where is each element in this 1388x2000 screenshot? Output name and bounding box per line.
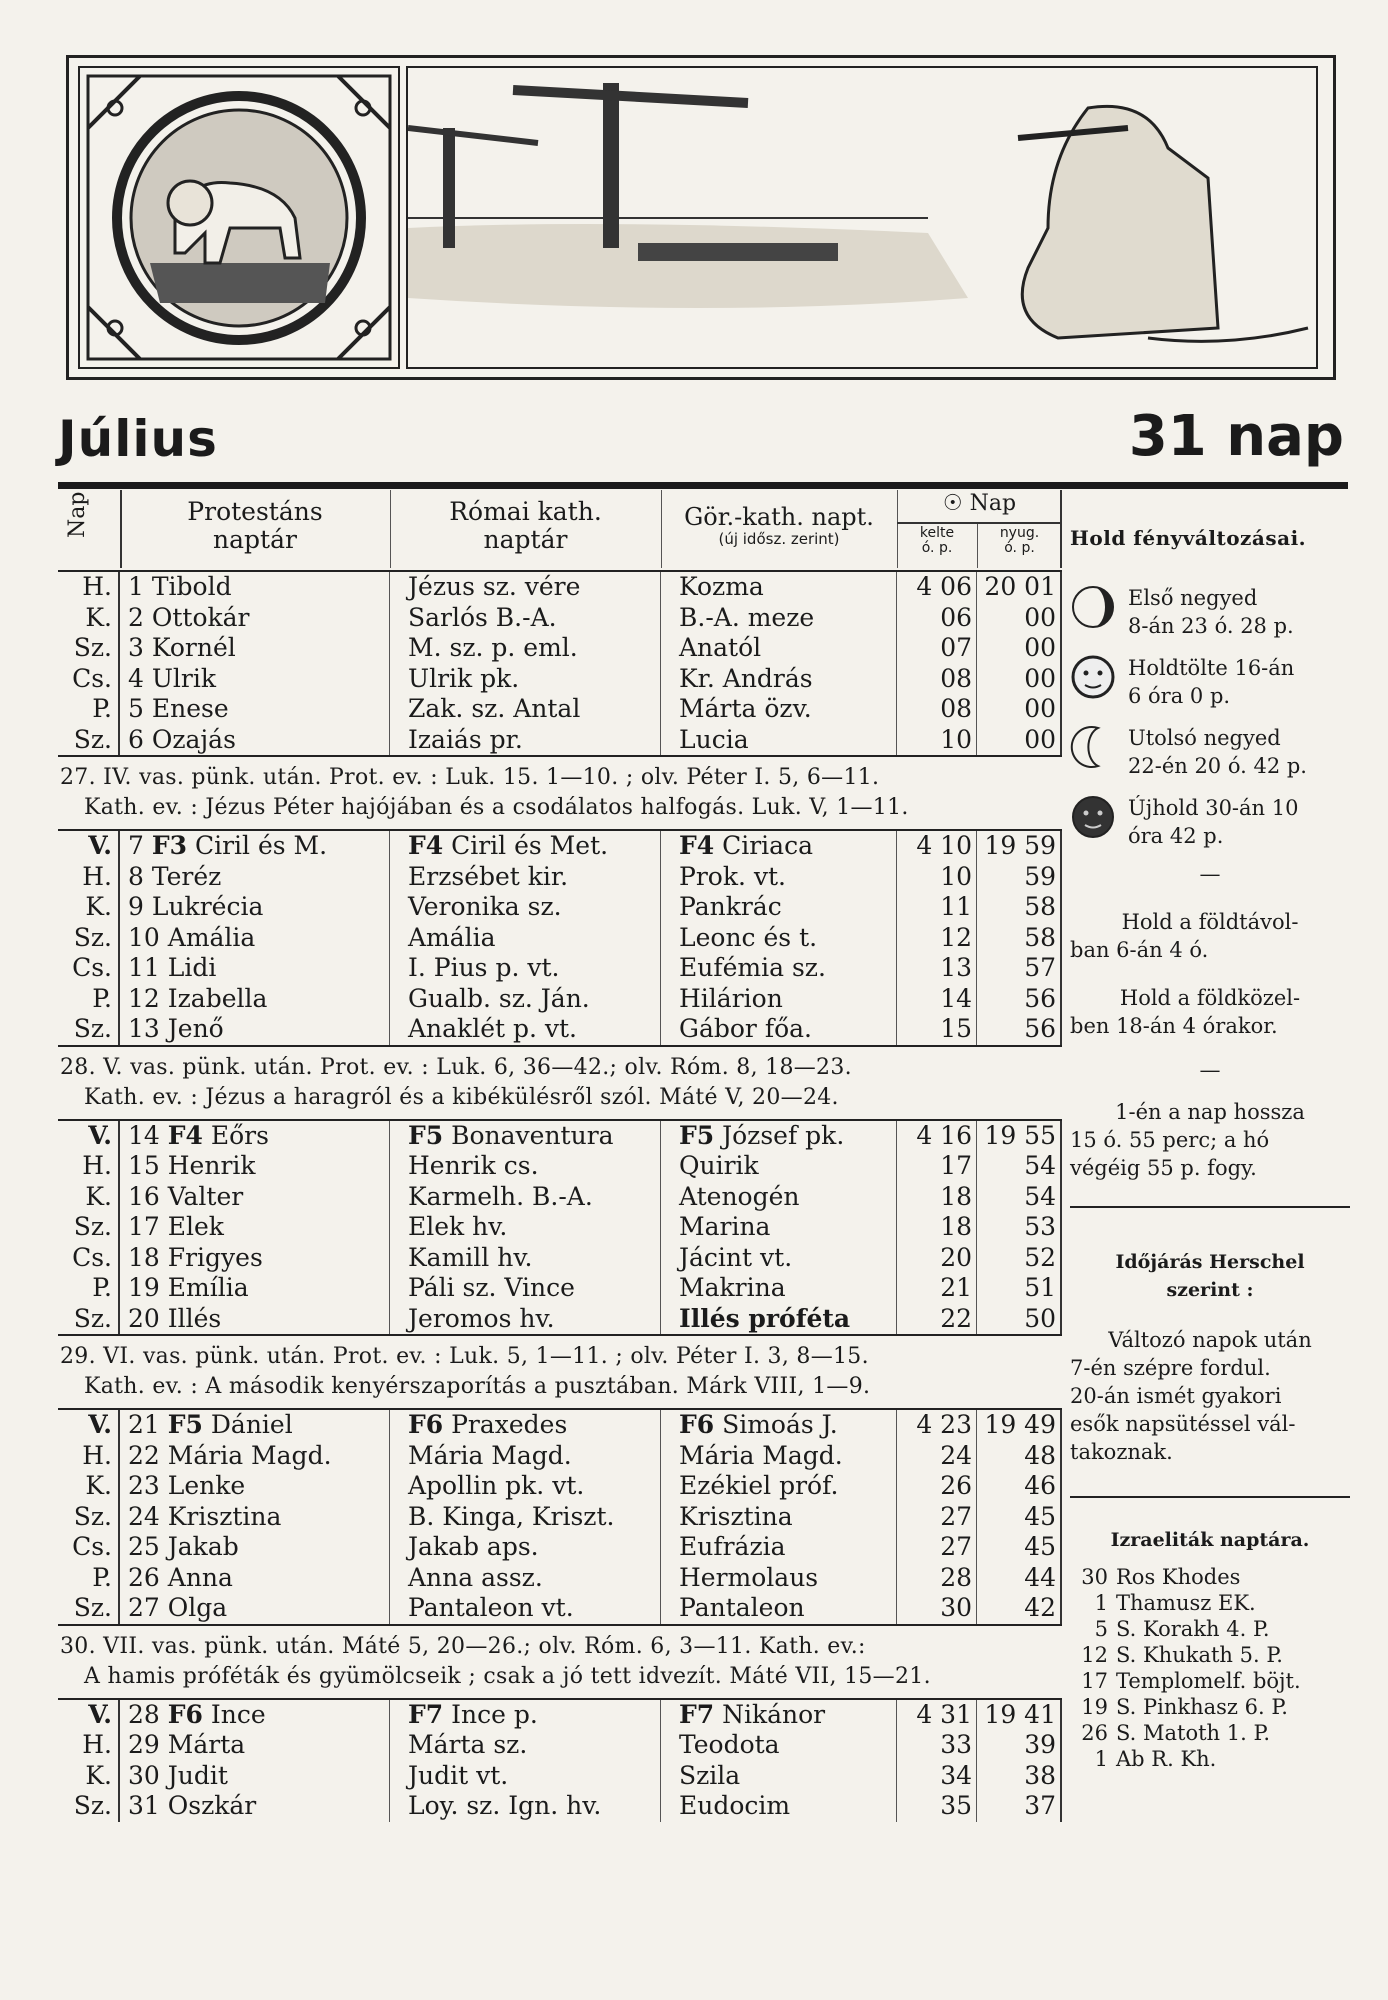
roman-catholic-name: Henrik cs. xyxy=(390,1151,661,1182)
sunset-time: 00 xyxy=(977,664,1062,695)
day-of-week: Sz. xyxy=(58,923,120,954)
note-line: A hamis próféták és gyümölcseik ; csak a jó tett idvezít. Máté VII, 15—21. xyxy=(84,1663,931,1689)
roman-catholic-name: F5 Bonaventura xyxy=(390,1121,661,1152)
sunset-time: 20 01 xyxy=(977,572,1062,603)
puszta-scene xyxy=(406,66,1318,369)
sunset-time: 58 xyxy=(977,923,1062,954)
greek-catholic-name: F7 Nikánor xyxy=(661,1700,897,1731)
table-header xyxy=(58,490,1062,572)
greek-catholic-name: Mária Magd. xyxy=(661,1441,897,1472)
jewish-day: 1 xyxy=(1094,1747,1108,1771)
separator-dash-2: — xyxy=(1199,1058,1221,1082)
sunrise-time: 11 xyxy=(897,892,977,923)
roman-catholic-name: Jeromos hv. xyxy=(390,1304,661,1335)
calendar-table xyxy=(58,490,1062,1822)
day-of-week: Cs. xyxy=(58,1243,120,1274)
protestant-header: Protestáns naptár xyxy=(187,497,323,554)
greek-catholic-name: Anatól xyxy=(661,633,897,664)
sunset-time: 45 xyxy=(977,1532,1062,1563)
table-row xyxy=(58,1121,1062,1152)
sunrise-time: 34 xyxy=(897,1761,977,1792)
protestant-name: 30 Judit xyxy=(120,1761,390,1792)
jewish-event: Templomelf. böjt. xyxy=(1116,1669,1301,1693)
roman-catholic-name: Jézus sz. vére xyxy=(390,572,661,603)
greek-catholic-name: Prok. vt. xyxy=(661,862,897,893)
jewish-day: 12 xyxy=(1081,1643,1108,1667)
sunset-time: 48 xyxy=(977,1441,1062,1472)
day-of-week: Sz. xyxy=(58,1593,120,1624)
sun-header: ☉ Nap xyxy=(942,491,1017,516)
table-row xyxy=(58,984,1062,1015)
day-of-week: K. xyxy=(58,603,120,634)
protestant-name: 24 Krisztina xyxy=(120,1502,390,1533)
sunset-time: 57 xyxy=(977,953,1062,984)
table-row xyxy=(58,603,1062,634)
protestant-name: 27 Olga xyxy=(120,1593,390,1624)
sunrise-time: 08 xyxy=(897,664,977,695)
sunset-time: 19 41 xyxy=(977,1700,1062,1731)
day-of-week: Cs. xyxy=(58,1532,120,1563)
note-line: Kath. ev. : Jézus a haragról és a kibékülésről szól. Máté V, 20—24. xyxy=(84,1084,839,1110)
week-block xyxy=(58,1698,1062,1822)
sunday-gospel-note xyxy=(58,1624,1062,1698)
table-row xyxy=(58,1532,1062,1563)
table-row xyxy=(58,862,1062,893)
protestant-name: 2 Ottokár xyxy=(120,603,390,634)
jewish-day: 19 xyxy=(1081,1695,1108,1719)
day-of-week: P. xyxy=(58,984,120,1015)
sunrise-time: 21 xyxy=(897,1273,977,1304)
greek-catholic-name: Leonc és t. xyxy=(661,923,897,954)
day-of-week: Sz. xyxy=(58,633,120,664)
sunrise-header: kelte ó. p. xyxy=(919,525,955,557)
title-rule xyxy=(58,482,1348,489)
day-of-week: H. xyxy=(58,862,120,893)
jewish-day: 17 xyxy=(1081,1669,1108,1693)
greek-catholic-name: Atenogén xyxy=(661,1182,897,1213)
note-line: Kath. ev. : A második kenyérszaporítás a pusztában. Márk VIII, 1—9. xyxy=(84,1374,871,1399)
protestant-name: 18 Frigyes xyxy=(120,1243,390,1274)
sunrise-time: 33 xyxy=(897,1730,977,1761)
day-of-week: H. xyxy=(58,1151,120,1182)
roman-catholic-name: F6 Praxedes xyxy=(390,1410,661,1441)
greek-catholic-name: Eudocim xyxy=(661,1791,897,1822)
month-title: Július xyxy=(58,410,218,468)
sunrise-time: 17 xyxy=(897,1151,977,1182)
table-row xyxy=(58,831,1062,862)
list-item xyxy=(1070,1616,1350,1642)
sunrise-time: 4 31 xyxy=(897,1700,977,1731)
moon-perigee: Hold a földközel- ben 18-án 4 órakor. xyxy=(1070,986,1301,1038)
day-of-week: Sz. xyxy=(58,1212,120,1243)
moon-apogee: Hold a földtávol- ban 6-án 4 ó. xyxy=(1070,910,1299,962)
sunrise-time: 22 xyxy=(897,1304,977,1335)
day-of-week: V. xyxy=(58,1410,120,1441)
sunrise-time: 4 23 xyxy=(897,1410,977,1441)
sunrise-time: 20 xyxy=(897,1243,977,1274)
moon-phase-first-quarter: Első negyed 8-án 23 ó. 28 p. xyxy=(1070,584,1350,640)
sunset-time: 45 xyxy=(977,1502,1062,1533)
table-row xyxy=(58,1410,1062,1441)
roman-catholic-name: M. sz. p. eml. xyxy=(390,633,661,664)
protestant-name: 19 Emília xyxy=(120,1273,390,1304)
sunset-time: 58 xyxy=(977,892,1062,923)
jewish-day: 1 xyxy=(1094,1591,1108,1615)
sunday-gospel-note xyxy=(58,1334,1062,1408)
day-of-week: Sz. xyxy=(58,725,120,756)
roman-catholic-name: Pantaleon vt. xyxy=(390,1593,661,1624)
sunday-gospel-note xyxy=(58,1045,1062,1119)
roman-catholic-name: Apollin pk. vt. xyxy=(390,1471,661,1502)
greek-catholic-name: B.-A. meze xyxy=(661,603,897,634)
roman-catholic-name: F7 Ince p. xyxy=(390,1700,661,1731)
sunrise-time: 24 xyxy=(897,1441,977,1472)
greek-catholic-name: Kr. András xyxy=(661,664,897,695)
greek-catholic-name: F5 József pk. xyxy=(661,1121,897,1152)
table-row xyxy=(58,725,1062,756)
day-of-week: H. xyxy=(58,572,120,603)
sunset-time: 50 xyxy=(977,1304,1062,1335)
moon-phase-full: Holdtölte 16-án 6 óra 0 p. xyxy=(1070,654,1350,710)
moon-phase-new: Újhold 30-án 10 óra 42 p. xyxy=(1070,794,1350,850)
sunset-time: 53 xyxy=(977,1212,1062,1243)
list-item xyxy=(1070,1564,1350,1590)
lion-icon xyxy=(80,68,398,367)
roman-catholic-name: Izaiás pr. xyxy=(390,725,661,756)
day-of-week: K. xyxy=(58,892,120,923)
roman-catholic-name: Veronika sz. xyxy=(390,892,661,923)
greek-catholic-name: Krisztina xyxy=(661,1502,897,1533)
table-row xyxy=(58,1563,1062,1594)
sunset-time: 44 xyxy=(977,1563,1062,1594)
protestant-name: 13 Jenő xyxy=(120,1014,390,1045)
day-of-week: H. xyxy=(58,1441,120,1472)
jewish-event: S. Pinkhasz 6. P. xyxy=(1116,1695,1288,1719)
sunset-time: 38 xyxy=(977,1761,1062,1792)
week-block xyxy=(58,1119,1062,1335)
day-of-week: Cs. xyxy=(58,953,120,984)
day-of-week: V. xyxy=(58,831,120,862)
protestant-name: 6 Ozajás xyxy=(120,725,390,756)
protestant-name: 1 Tibold xyxy=(120,572,390,603)
greek-catholic-name: Szila xyxy=(661,1761,897,1792)
jewish-event: S. Khukath 5. P. xyxy=(1116,1643,1283,1667)
table-row xyxy=(58,1441,1062,1472)
first-quarter-moon-icon xyxy=(1070,584,1116,630)
day-of-week: P. xyxy=(58,1563,120,1594)
day-of-week: Sz. xyxy=(58,1014,120,1045)
jewish-event: Ros Khodes xyxy=(1116,1565,1241,1589)
protestant-name: 11 Lidi xyxy=(120,953,390,984)
day-of-week: Sz. xyxy=(58,1304,120,1335)
protestant-name: 3 Kornél xyxy=(120,633,390,664)
table-row xyxy=(58,1014,1062,1045)
protestant-name: 17 Elek xyxy=(120,1212,390,1243)
note-line: 29. VI. vas. pünk. után. Prot. ev. : Luk. 5, 1—11. ; olv. Péter I. 3, 8—15. xyxy=(60,1344,869,1369)
sunrise-time: 14 xyxy=(897,984,977,1015)
roman-catholic-name: Gualb. sz. Ján. xyxy=(390,984,661,1015)
note-line: 30. VII. vas. pünk. után. Máté 5, 20—26.; olv. Róm. 6, 3—11. Kath. ev.: xyxy=(60,1633,866,1659)
greek-catholic-name: Hilárion xyxy=(661,984,897,1015)
roman-catholic-name: Sarlós B.-A. xyxy=(390,603,661,634)
table-row xyxy=(58,1761,1062,1792)
table-row xyxy=(58,572,1062,603)
weather-title: Időjárás Herschel szerint : xyxy=(1115,1251,1305,1301)
moon-phase-last-quarter: Utolsó negyed 22-én 20 ó. 42 p. xyxy=(1070,724,1350,780)
day-of-week: V. xyxy=(58,1121,120,1152)
greek-catholic-name: F6 Simoás J. xyxy=(661,1410,897,1441)
roman-catholic-name: I. Pius p. vt. xyxy=(390,953,661,984)
new-moon-icon xyxy=(1070,794,1116,840)
day-of-week: Sz. xyxy=(58,1502,120,1533)
sunset-time: 46 xyxy=(977,1471,1062,1502)
greek-catholic-name: Kozma xyxy=(661,572,897,603)
table-row xyxy=(58,1182,1062,1213)
greek-catholic-name: Eufrázia xyxy=(661,1532,897,1563)
list-item xyxy=(1070,1668,1350,1694)
separator-dash: — xyxy=(1199,862,1221,886)
table-row xyxy=(58,1243,1062,1274)
sunday-gospel-note xyxy=(58,755,1062,829)
table-row xyxy=(58,664,1062,695)
shepherd-well-icon xyxy=(408,68,1316,367)
day-column-header: Nap xyxy=(65,491,90,538)
protestant-name: 5 Enese xyxy=(120,694,390,725)
sunrise-time: 30 xyxy=(897,1593,977,1624)
jewish-day: 26 xyxy=(1081,1721,1108,1745)
day-of-week: Cs. xyxy=(58,664,120,695)
table-row xyxy=(58,1273,1062,1304)
protestant-name: 31 Oszkár xyxy=(120,1791,390,1822)
jewish-event: Thamusz EK. xyxy=(1116,1591,1256,1615)
sun-icon: ☉ xyxy=(942,491,963,516)
greek-catholic-name: Ezékiel próf. xyxy=(661,1471,897,1502)
greek-catholic-name: Márta özv. xyxy=(661,694,897,725)
lion-medallion xyxy=(78,66,400,369)
sunrise-time: 10 xyxy=(897,862,977,893)
day-length: 1-én a nap hossza 15 ó. 55 perc; a hó végéig 55 p. fogy. xyxy=(1070,1100,1305,1180)
days-count: 31 nap xyxy=(1128,404,1344,469)
greek-catholic-name: Quirik xyxy=(661,1151,897,1182)
sunrise-time: 07 xyxy=(897,633,977,664)
protestant-name: 22 Mária Magd. xyxy=(120,1441,390,1472)
protestant-name: 14 F4 Eőrs xyxy=(120,1121,390,1152)
roman-catholic-name: Anna assz. xyxy=(390,1563,661,1594)
jewish-calendar-title: Izraeliták naptára. xyxy=(1110,1529,1310,1551)
table-row xyxy=(58,1151,1062,1182)
greek-catholic-name: Teodota xyxy=(661,1730,897,1761)
roman-catholic-name: F4 Ciril és Met. xyxy=(390,831,661,862)
roman-catholic-name: Amália xyxy=(390,923,661,954)
jewish-event: S. Korakh 4. P. xyxy=(1116,1617,1270,1641)
jewish-day: 30 xyxy=(1081,1565,1108,1589)
roman-catholic-name: Loy. sz. Ign. hv. xyxy=(390,1791,661,1822)
greek-catholic-header: Gör.-kath. napt. (új idősz. zerint) xyxy=(684,503,874,549)
week-block xyxy=(58,829,1062,1045)
sunset-time: 51 xyxy=(977,1273,1062,1304)
greek-catholic-name: Hermolaus xyxy=(661,1563,897,1594)
roman-catholic-name: Márta sz. xyxy=(390,1730,661,1761)
roman-catholic-name: Kamill hv. xyxy=(390,1243,661,1274)
sunrise-time: 15 xyxy=(897,1014,977,1045)
sunrise-time: 18 xyxy=(897,1212,977,1243)
protestant-name: 23 Lenke xyxy=(120,1471,390,1502)
sunrise-time: 08 xyxy=(897,694,977,725)
roman-catholic-name: Páli sz. Vince xyxy=(390,1273,661,1304)
protestant-name: 9 Lukrécia xyxy=(120,892,390,923)
roman-catholic-name: Mária Magd. xyxy=(390,1441,661,1472)
sunrise-time: 12 xyxy=(897,923,977,954)
day-of-week: P. xyxy=(58,1273,120,1304)
roman-catholic-name: Judit vt. xyxy=(390,1761,661,1792)
protestant-name: 25 Jakab xyxy=(120,1532,390,1563)
note-line: 27. IV. vas. pünk. után. Prot. ev. : Luk. 15. 1—10. ; olv. Péter I. 5, 6—11. xyxy=(60,765,880,790)
sunrise-time: 27 xyxy=(897,1502,977,1533)
sunset-time: 00 xyxy=(977,725,1062,756)
list-item xyxy=(1070,1694,1350,1720)
day-of-week: H. xyxy=(58,1730,120,1761)
protestant-name: 16 Valter xyxy=(120,1182,390,1213)
roman-catholic-name: Karmelh. B.-A. xyxy=(390,1182,661,1213)
greek-catholic-name: Gábor főa. xyxy=(661,1014,897,1045)
table-row xyxy=(58,1730,1062,1761)
greek-catholic-name: F4 Ciriaca xyxy=(661,831,897,862)
full-moon-icon xyxy=(1070,654,1116,700)
list-item xyxy=(1070,1642,1350,1668)
table-row xyxy=(58,694,1062,725)
sunrise-time: 18 xyxy=(897,1182,977,1213)
protestant-name: 12 Izabella xyxy=(120,984,390,1015)
table-row xyxy=(58,1304,1062,1335)
sidebar xyxy=(1070,490,1350,1772)
table-row xyxy=(58,1700,1062,1731)
moon-phases-title: Hold fényváltozásai. xyxy=(1070,526,1307,550)
jewish-event: S. Matoth 1. P. xyxy=(1116,1721,1270,1745)
day-of-week: K. xyxy=(58,1761,120,1792)
last-quarter-moon-icon xyxy=(1070,724,1116,770)
protestant-name: 7 F3 Ciril és M. xyxy=(120,831,390,862)
sunset-time: 19 49 xyxy=(977,1410,1062,1441)
roman-catholic-name: Erzsébet kir. xyxy=(390,862,661,893)
greek-catholic-name: Lucia xyxy=(661,725,897,756)
sunrise-time: 13 xyxy=(897,953,977,984)
roman-catholic-name: Anaklét p. vt. xyxy=(390,1014,661,1045)
sunrise-time: 35 xyxy=(897,1791,977,1822)
list-item xyxy=(1070,1590,1350,1616)
jewish-calendar-list xyxy=(1070,1564,1350,1772)
sunrise-time: 06 xyxy=(897,603,977,634)
list-item xyxy=(1070,1720,1350,1746)
sunset-time: 54 xyxy=(977,1151,1062,1182)
note-line: Kath. ev. : Jézus Péter hajójában és a csodálatos halfogás. Luk. V, 1—11. xyxy=(84,795,909,820)
sunset-time: 00 xyxy=(977,633,1062,664)
table-row xyxy=(58,923,1062,954)
protestant-name: 10 Amália xyxy=(120,923,390,954)
day-of-week: Sz. xyxy=(58,1791,120,1822)
table-row xyxy=(58,633,1062,664)
sunrise-time: 10 xyxy=(897,725,977,756)
sunset-time: 39 xyxy=(977,1730,1062,1761)
table-row xyxy=(58,1212,1062,1243)
sunset-time: 59 xyxy=(977,862,1062,893)
sunrise-time: 4 06 xyxy=(897,572,977,603)
note-line: 28. V. vas. pünk. után. Prot. ev. : Luk. 6, 36—42.; olv. Róm. 8, 18—23. xyxy=(60,1054,852,1080)
day-of-week: K. xyxy=(58,1471,120,1502)
greek-catholic-name: Makrina xyxy=(661,1273,897,1304)
sunset-time: 00 xyxy=(977,603,1062,634)
greek-catholic-name: Marina xyxy=(661,1212,897,1243)
sunset-time: 37 xyxy=(977,1791,1062,1822)
sunrise-time: 28 xyxy=(897,1563,977,1594)
greek-catholic-name: Pankrác xyxy=(661,892,897,923)
sunset-time: 00 xyxy=(977,694,1062,725)
sunset-header: nyug. ó. p. xyxy=(999,525,1040,557)
roman-catholic-name: Ulrik pk. xyxy=(390,664,661,695)
roman-catholic-name: Elek hv. xyxy=(390,1212,661,1243)
sunset-time: 19 59 xyxy=(977,831,1062,862)
roman-catholic-name: Zak. sz. Antal xyxy=(390,694,661,725)
sunset-time: 42 xyxy=(977,1593,1062,1624)
list-item xyxy=(1070,1746,1350,1772)
sunrise-time: 26 xyxy=(897,1471,977,1502)
sunrise-time: 27 xyxy=(897,1532,977,1563)
roman-catholic-header: Római kath. naptár xyxy=(449,497,602,554)
roman-catholic-name: B. Kinga, Kriszt. xyxy=(390,1502,661,1533)
table-row xyxy=(58,1502,1062,1533)
table-row xyxy=(58,953,1062,984)
protestant-name: 8 Teréz xyxy=(120,862,390,893)
sunrise-time: 4 10 xyxy=(897,831,977,862)
day-of-week: K. xyxy=(58,1182,120,1213)
greek-catholic-name: Illés próféta xyxy=(661,1304,897,1335)
day-of-week: P. xyxy=(58,694,120,725)
sunrise-time: 4 16 xyxy=(897,1121,977,1152)
protestant-name: 29 Márta xyxy=(120,1730,390,1761)
week-block xyxy=(58,1408,1062,1624)
sunset-time: 52 xyxy=(977,1243,1062,1274)
sunset-time: 56 xyxy=(977,1014,1062,1045)
greek-catholic-name: Jácint vt. xyxy=(661,1243,897,1274)
jewish-event: Ab R. Kh. xyxy=(1116,1747,1217,1771)
greek-catholic-name: Eufémia sz. xyxy=(661,953,897,984)
protestant-name: 28 F6 Ince xyxy=(120,1700,390,1731)
greek-catholic-name: Pantaleon xyxy=(661,1593,897,1624)
jewish-day: 5 xyxy=(1094,1617,1108,1641)
protestant-name: 26 Anna xyxy=(120,1563,390,1594)
sunset-time: 56 xyxy=(977,984,1062,1015)
sunset-time: 19 55 xyxy=(977,1121,1062,1152)
table-row xyxy=(58,1471,1062,1502)
weeks-container xyxy=(58,572,1062,1822)
week-block xyxy=(58,572,1062,755)
protestant-name: 20 Illés xyxy=(120,1304,390,1335)
protestant-name: 15 Henrik xyxy=(120,1151,390,1182)
table-row xyxy=(58,1593,1062,1624)
protestant-name: 4 Ulrik xyxy=(120,664,390,695)
day-of-week: V. xyxy=(58,1700,120,1731)
weather-forecast: Változó napok után 7-én szépre fordul. 20-án ismét gyakori esők napsütéssel vál- takoznak. xyxy=(1070,1328,1312,1464)
sunset-time: 54 xyxy=(977,1182,1062,1213)
table-row xyxy=(58,1791,1062,1822)
protestant-name: 21 F5 Dániel xyxy=(120,1410,390,1441)
table-row xyxy=(58,892,1062,923)
roman-catholic-name: Jakab aps. xyxy=(390,1532,661,1563)
